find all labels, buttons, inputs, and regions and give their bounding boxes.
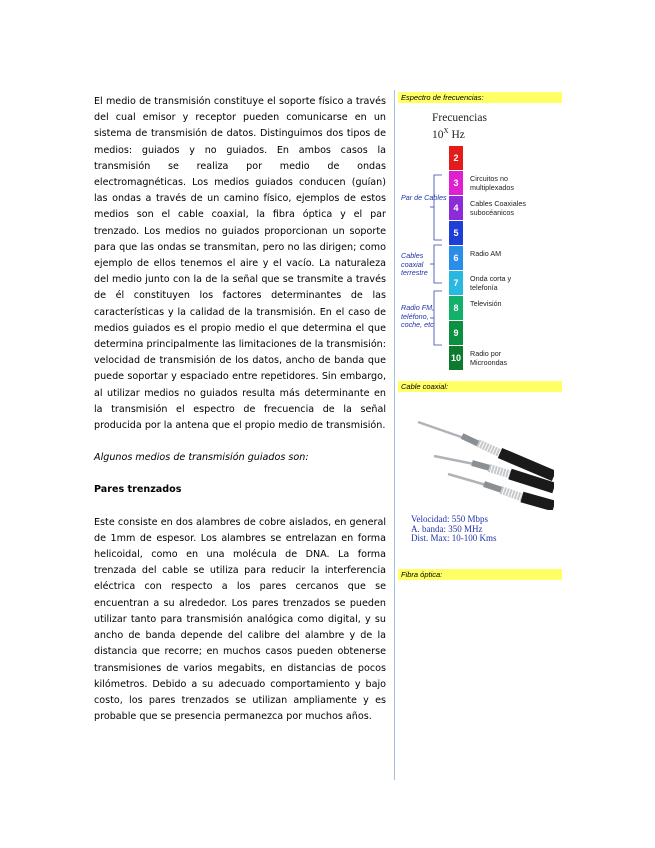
coaxial-cable-photo bbox=[404, 402, 554, 510]
band-label-3: Circuitos no multiplexados bbox=[470, 174, 514, 192]
spectrum-header: Espectro de frecuencias: bbox=[398, 92, 562, 103]
spectrum-title bbox=[432, 112, 502, 141]
band-label-10: Radio por Microondas bbox=[470, 349, 508, 367]
intro-paragraph: El medio de transmisión constituye el soporte físico a través del cual emisor y receptor pueden comunicarse en un sistema de transmisión de datos. Distinguimos dos tipos de medios: guiados y no guiados. En ambos casos la transmisión se realiza por medio de ondas electromagnéticas. Los medios guiados conducen (guían) las ondas a través de un camino físico, ejemplos de estos medios son el cable coaxial, la fibra óptica y el par trenzado. Los medios no guiados proporcionan un soporte para que las ondas se transmitan, pero no las dirigen; como ejemplo de ellos tenemos el aire y el vacío. La naturaleza del medio junto con la de la señal que se transmite a través de él constituyen los factores determinantes de las características y la calidad de la transmisión. En el caso de medios guiados es el propio medio el que determina el que determina principalmente las limitaciones de la transmisión: velocidad de transmisión de los datos, ancho de banda que puede soportar y espaciado entre repetidores. Sin embargo, al utilizar medios no guiados resulta más determinante en la transmisión el espectro de frecuencia de la señal producida por la antena que el propio medio de transmisión. bbox=[94, 96, 386, 432]
band-2: 2 bbox=[449, 146, 463, 170]
band-7: 7 bbox=[449, 271, 463, 295]
twisted-pair-heading: Pares trenzados bbox=[94, 484, 182, 496]
coax-spec-speed: Velocidad: 550 Mbps bbox=[411, 514, 488, 524]
media-label-coaxial: Cables coaxial terrestre bbox=[401, 251, 428, 277]
coax-spec-bandwidth: A. banda: 350 MHz bbox=[411, 523, 483, 534]
coax-specs bbox=[411, 515, 497, 544]
spectrum-title-unit: $10^X$ Hz bbox=[432, 127, 465, 141]
coax-spec-distance: Dist. Max: 10-100 Kms bbox=[411, 533, 497, 543]
fiber-header: Fibra óptica: bbox=[398, 569, 562, 580]
main-text-column bbox=[94, 94, 386, 725]
band-8: 8 bbox=[449, 296, 463, 320]
guided-media-intro: Algunos medios de transmisión guiados son: bbox=[94, 452, 309, 464]
coax-header: Cable coaxial: bbox=[398, 381, 562, 392]
column-divider bbox=[394, 90, 395, 780]
frequency-spectrum-figure bbox=[398, 106, 562, 370]
band-label-4: Cables Coaxiales subocéanicos bbox=[470, 199, 526, 217]
media-brackets bbox=[430, 165, 450, 355]
band-label-8: Televisión bbox=[470, 299, 502, 308]
band-10: 10 bbox=[449, 346, 463, 370]
band-label-7: Onda corta y telefonía bbox=[470, 274, 512, 292]
band-6: 6 bbox=[449, 246, 463, 270]
media-label-par-de-cables: Par de Cables bbox=[401, 193, 447, 202]
band-label-6: Radio AM bbox=[470, 249, 502, 258]
media-label-radio: Radio FM, teléfono, coche, etc bbox=[401, 303, 435, 329]
band-4: 4 bbox=[449, 196, 463, 220]
band-5: 5 bbox=[449, 221, 463, 245]
spectrum-title-label: Frecuencias bbox=[432, 112, 487, 124]
band-9: 9 bbox=[449, 321, 463, 345]
band-3: 3 bbox=[449, 171, 463, 195]
twisted-pair-paragraph: Este consiste en dos alambres de cobre aislados, en general de 1mm de espesor. Los alambres se entrelazan en forma helicoidal, como en una molécula de DNA. La forma trenzada del cable se utiliza para reducir la interferencia eléctrica con respecto a los pares cercanos que se encuentran a su alrededor. Los pares trenzados se pueden utilizar tanto para transmisión analógica como digital, y su ancho de banda depende del calibre del alambre y de la distancia que recorre; en muchos casos pueden obtenerse transmisiones de varios megabits, en distancias de pocos kilómetros. Debido a su adecuado comportamiento y bajo costo, los pares trenzados se utilizan ampliamente y es probable que se presencia permanezca por muchos años. bbox=[94, 516, 386, 723]
